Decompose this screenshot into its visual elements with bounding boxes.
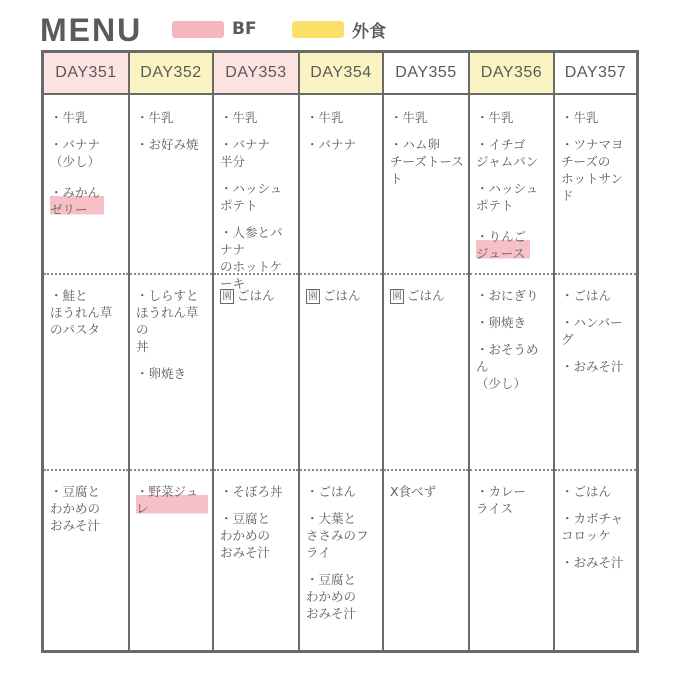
menu-item: ・野菜ジュレ <box>136 483 208 517</box>
day-column <box>212 53 298 650</box>
menu-item: ・お好み焼 <box>136 137 199 152</box>
menu-title: MENU <box>40 12 143 48</box>
nursery-badge-icon: 園 <box>222 291 232 302</box>
breakfast-cell <box>300 97 382 275</box>
menu-item: ・牛乳 <box>561 110 599 125</box>
menu-item: ・みかん ゼリー <box>50 184 104 218</box>
menu-item: ・バナナ （少し） <box>50 137 101 169</box>
day-column <box>44 53 128 650</box>
menu-item: ・ハッシュ ポテト <box>220 181 283 213</box>
menu-grid <box>41 50 639 653</box>
legend-bf <box>172 18 257 40</box>
breakfast-cell <box>384 97 468 275</box>
menu-item: ・カレー ライス <box>476 484 527 516</box>
menu-item: ・牛乳 <box>136 110 174 125</box>
day-column <box>468 53 553 650</box>
breakfast-cell <box>555 97 636 275</box>
breakfast-cell <box>44 97 128 275</box>
menu-item: ・りんご ジュース <box>476 228 530 262</box>
menu-item: ・おそうめん （少し） <box>476 342 539 391</box>
menu-item: ・バナナ <box>306 137 357 152</box>
legend-bf-swatch <box>172 21 224 38</box>
menu-item: ・卵焼き <box>136 366 187 381</box>
menu-item <box>306 287 378 304</box>
menu-item: ・牛乳 <box>476 110 514 125</box>
menu-item: ・ハンバーグ <box>561 315 623 347</box>
nursery-badge-icon: 園 <box>308 291 318 302</box>
legend-eating-out <box>292 18 386 40</box>
day-header: DAY357 <box>555 53 636 95</box>
dinner-cell <box>214 471 298 650</box>
dinner-cell <box>555 471 636 650</box>
lunch-cell <box>300 275 382 471</box>
menu-item-text: ごはん <box>323 288 361 303</box>
menu-item: ・牛乳 <box>390 110 428 125</box>
menu-item: ・おにぎり <box>476 288 539 303</box>
menu-item-text: ごはん <box>407 288 445 303</box>
dinner-cell <box>44 471 128 650</box>
menu-item: ・卵焼き <box>476 315 527 330</box>
day-header: DAY356 <box>470 53 553 95</box>
dinner-cell <box>470 471 553 650</box>
menu-item: ・おみそ汁 <box>561 555 624 570</box>
menu-item: ・おみそ汁 <box>561 359 624 374</box>
day-header: DAY355 <box>384 53 468 95</box>
menu-item <box>390 287 464 304</box>
breakfast-cell <box>130 97 212 275</box>
day-header: DAY352 <box>130 53 212 95</box>
menu-item: ・ごはん <box>561 484 612 499</box>
legend-eating-out-label: 外食 <box>352 21 386 42</box>
breakfast-cell <box>214 97 298 291</box>
day-header: DAY354 <box>300 53 382 95</box>
breakfast-cell <box>470 97 553 275</box>
menu-item: ・牛乳 <box>50 110 88 125</box>
menu-item: ・バナナ 半分 <box>220 137 271 169</box>
lunch-cell <box>384 275 468 471</box>
day-header: DAY351 <box>44 53 128 95</box>
menu-item: ・鮭と ほうれん草 のパスタ <box>50 288 113 337</box>
menu-item: ・大葉と ささみのフライ <box>306 511 369 560</box>
menu-item <box>220 287 294 304</box>
legend-bf-label: BF <box>232 19 257 39</box>
lunch-cell <box>214 275 298 471</box>
day-header: DAY353 <box>214 53 298 95</box>
day-column <box>382 53 468 650</box>
legend-eating-out-swatch <box>292 21 344 38</box>
menu-item: ・豆腐と わかめの おみそ汁 <box>50 484 101 533</box>
menu-item: ・豆腐と わかめの おみそ汁 <box>220 511 271 560</box>
menu-item: ・そぼろ丼 <box>220 484 283 499</box>
menu-item: ・ごはん <box>306 484 357 499</box>
day-column <box>128 53 212 650</box>
day-column <box>298 53 382 650</box>
lunch-cell <box>130 275 212 471</box>
menu-item-text: ごはん <box>237 288 275 303</box>
menu-item: ・豆腐と わかめの おみそ汁 <box>306 572 357 621</box>
menu-item: X食べず <box>390 484 437 499</box>
menu-item: ・イチゴ ジャムパン <box>476 137 539 169</box>
menu-item: ・人参とバナナ のホットケーキ <box>220 225 283 291</box>
lunch-cell <box>470 275 553 471</box>
day-column <box>553 53 636 650</box>
lunch-cell <box>44 275 128 471</box>
menu-item: ・ハム卵 チーズトースト <box>390 137 464 186</box>
menu-item: ・ごはん <box>561 288 612 303</box>
dinner-cell <box>130 471 212 650</box>
menu-item: ・しらすと ほうれん草の 丼 <box>136 288 199 354</box>
menu-item: ・牛乳 <box>306 110 344 125</box>
dinner-cell <box>384 471 468 650</box>
dinner-cell <box>300 471 382 650</box>
menu-item: ・牛乳 <box>220 110 258 125</box>
menu-item: ・ハッシュ ポテト <box>476 181 539 213</box>
menu-item: ・ツナマヨ チーズの ホットサンド <box>561 137 624 203</box>
lunch-cell <box>555 275 636 471</box>
menu-item: ・カボチャ コロッケ <box>561 511 624 543</box>
nursery-badge-icon: 園 <box>392 291 402 302</box>
